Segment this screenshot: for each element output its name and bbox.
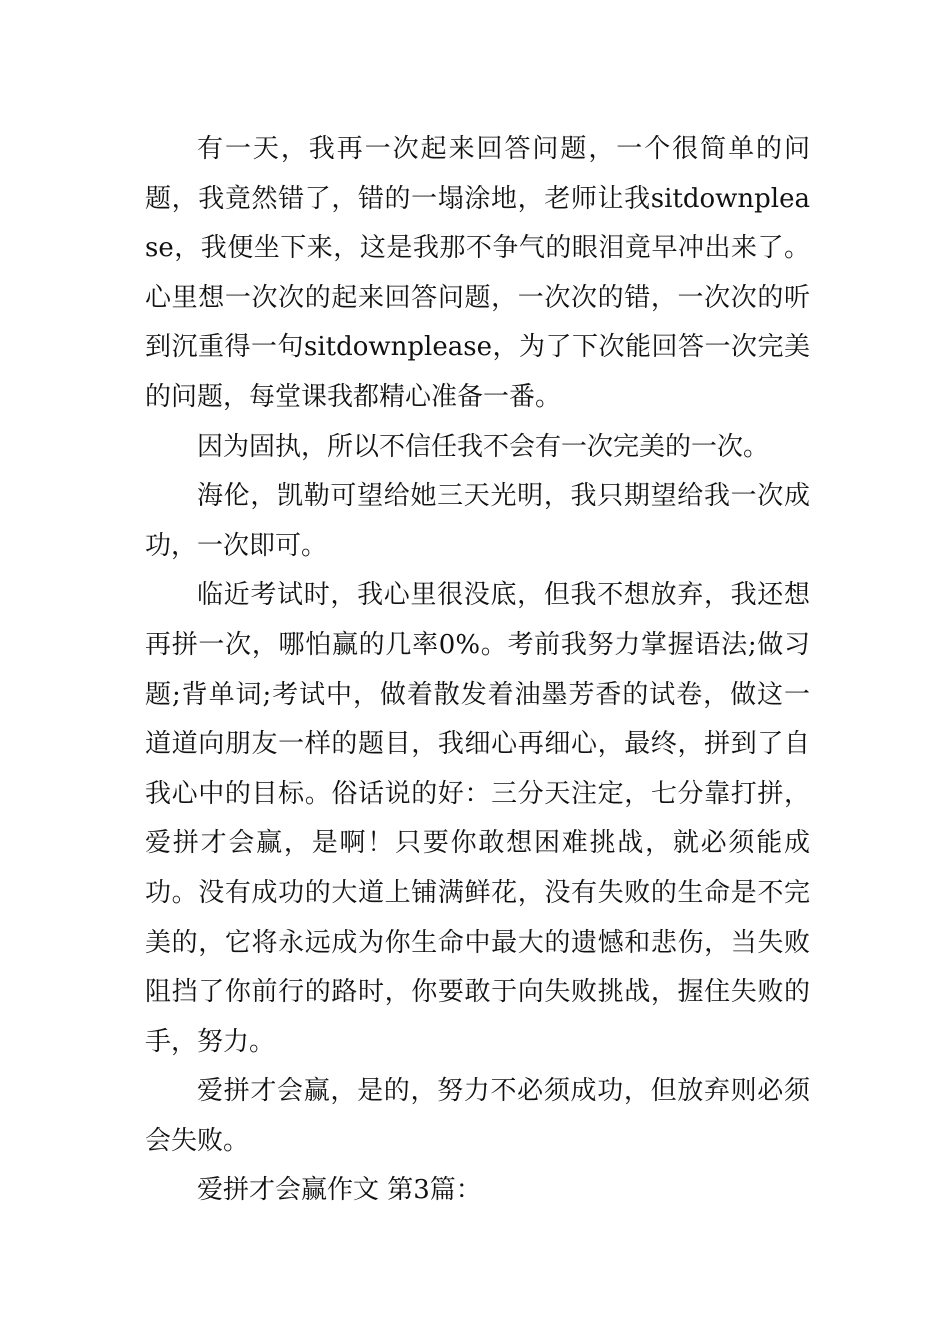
paragraph-1: 有一天，我再一次起来回答问题，一个很简单的问题，我竟然错了，错的一塌涂地，老师让我sitdownplease，我便坐下来，这是我那不争气的眼泪竟早冲出来了。心里想一次次的起来回答问题，一次次的错，一次次的听到沉重得一句sitdownplease，为了下次能回答一次完美的问题，每堂课我都精心准备一番。 [145,134,810,412]
paragraph-4: 临近考试时，我心里很没底，但我不想放弃，我还想再拼一次，哪怕赢的几率0%。考前我努力掌握语法;做习题;背单词;考试中，做着散发着油墨芳香的试卷，做这一道道向朋友一样的题目，我细心再细心，最终，拼到了自我心中的目标。俗话说的好：三分天注定，七分靠打拼，爱拼才会赢，是啊！只要你敢想困难挑战，就必须能成功。没有成功的大道上铺满鲜花，没有失败的生命是不完美的，它将永远成为你生命中最大的遗憾和悲伤，当失败阻挡了你前行的路时，你要敢于向失败挑战，握住失败的手，努力。 [145,580,810,1057]
paragraph-3: 海伦，凯勒可望给她三天光明，我只期望给我一次成功，一次即可。 [145,481,810,561]
paragraph-2: 因为固执，所以不信任我不会有一次完美的一次。 [197,431,770,462]
document-body [145,125,810,1216]
section-heading: 爱拼才会赢作文 第3篇： [197,1175,482,1206]
paragraph-5: 爱拼才会赢，是的，努力不必须成功，但放弃则必须会失败。 [145,1076,810,1156]
